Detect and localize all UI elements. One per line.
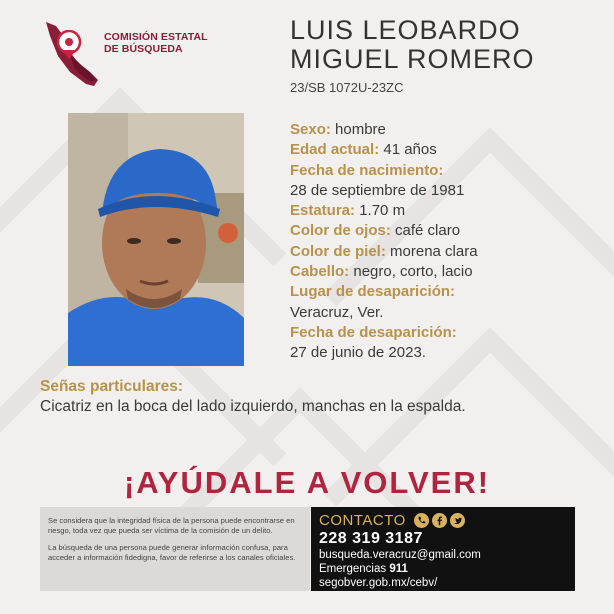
person-name [290, 16, 535, 74]
contact-website[interactable]: segobver.gob.mx/cebv/ [319, 577, 438, 589]
detail-estatura: Estatura: 1.70 m [290, 202, 406, 220]
detail-sexo: Sexo: hombre [290, 121, 386, 138]
detail-fecha-desaparicion-label: Fecha de desaparición: [290, 323, 457, 341]
org-name [104, 31, 208, 55]
emergency-number[interactable]: 911 [389, 563, 408, 575]
person-header [290, 16, 535, 95]
senas-particulares [40, 377, 466, 417]
detail-color-piel: Color de piel: morena clara [290, 242, 478, 260]
disclaimer-paragraph-1: Se considera que la integridad física de la persona puede encontrarse en riesgo, toda vez que pueda ser víctima de la comisión de un delito. [48, 516, 295, 535]
emergency-label: Emergencias [319, 563, 387, 575]
detail-fecha-desaparicion-value: 27 de junio de 2023. [290, 344, 426, 362]
contact-emergency [319, 562, 567, 576]
detail-color-ojos: Color de ojos: café claro [290, 222, 461, 240]
facebook-icon[interactable] [432, 513, 447, 528]
contact-icons [414, 513, 465, 528]
phone-icon[interactable] [414, 513, 429, 528]
detail-fecha-nacimiento-value: 28 de septiembre de 1981 [290, 181, 465, 199]
person-name-line2: MIGUEL ROMERO [290, 44, 535, 74]
org-name-line2: DE BÚSQUEDA [104, 43, 183, 55]
twitter-icon[interactable] [450, 513, 465, 528]
person-photo-illustration [68, 113, 244, 366]
location-pin-icon [56, 30, 82, 60]
detail-cabello: Cabello: negro, corto, lacio [290, 263, 473, 281]
org-name-line1: COMISIÓN ESTATAL [104, 31, 208, 43]
contact-email[interactable]: busqueda.veracruz@gmail.com [319, 549, 481, 561]
contact-header [319, 511, 567, 529]
org-logo [40, 20, 220, 90]
detail-fecha-nacimiento-label: Fecha de nacimiento: [290, 161, 444, 179]
person-details [290, 120, 478, 364]
disclaimer-paragraph-2: La búsqueda de una persona puede generar información confusa, para acceder a información fidedigna, favor de referirse a los canales oficiales. [48, 543, 296, 562]
senas-label: Señas particulares: [40, 378, 184, 395]
detail-edad: Edad actual: 41 años [290, 141, 437, 159]
detail-lugar-desaparicion-label: Lugar de desaparición: [290, 283, 456, 301]
detail-lugar-desaparicion-value: Veracruz, Ver. [290, 303, 384, 321]
person-name-line1: LUIS LEOBARDO [290, 15, 521, 45]
case-folio: 23/SB 1072U-23ZC [290, 80, 404, 95]
senas-value: Cicatriz en la boca del lado izquierdo, manchas en la espalda. [40, 398, 466, 415]
contact-box [311, 507, 575, 591]
disclaimer-box [40, 507, 310, 591]
contact-phone[interactable]: 228 319 3187 [319, 530, 423, 547]
contact-title: CONTACTO [319, 511, 406, 529]
person-photo [68, 113, 244, 366]
call-to-action: ¡AYÚDALE A VOLVER! [123, 465, 491, 500]
